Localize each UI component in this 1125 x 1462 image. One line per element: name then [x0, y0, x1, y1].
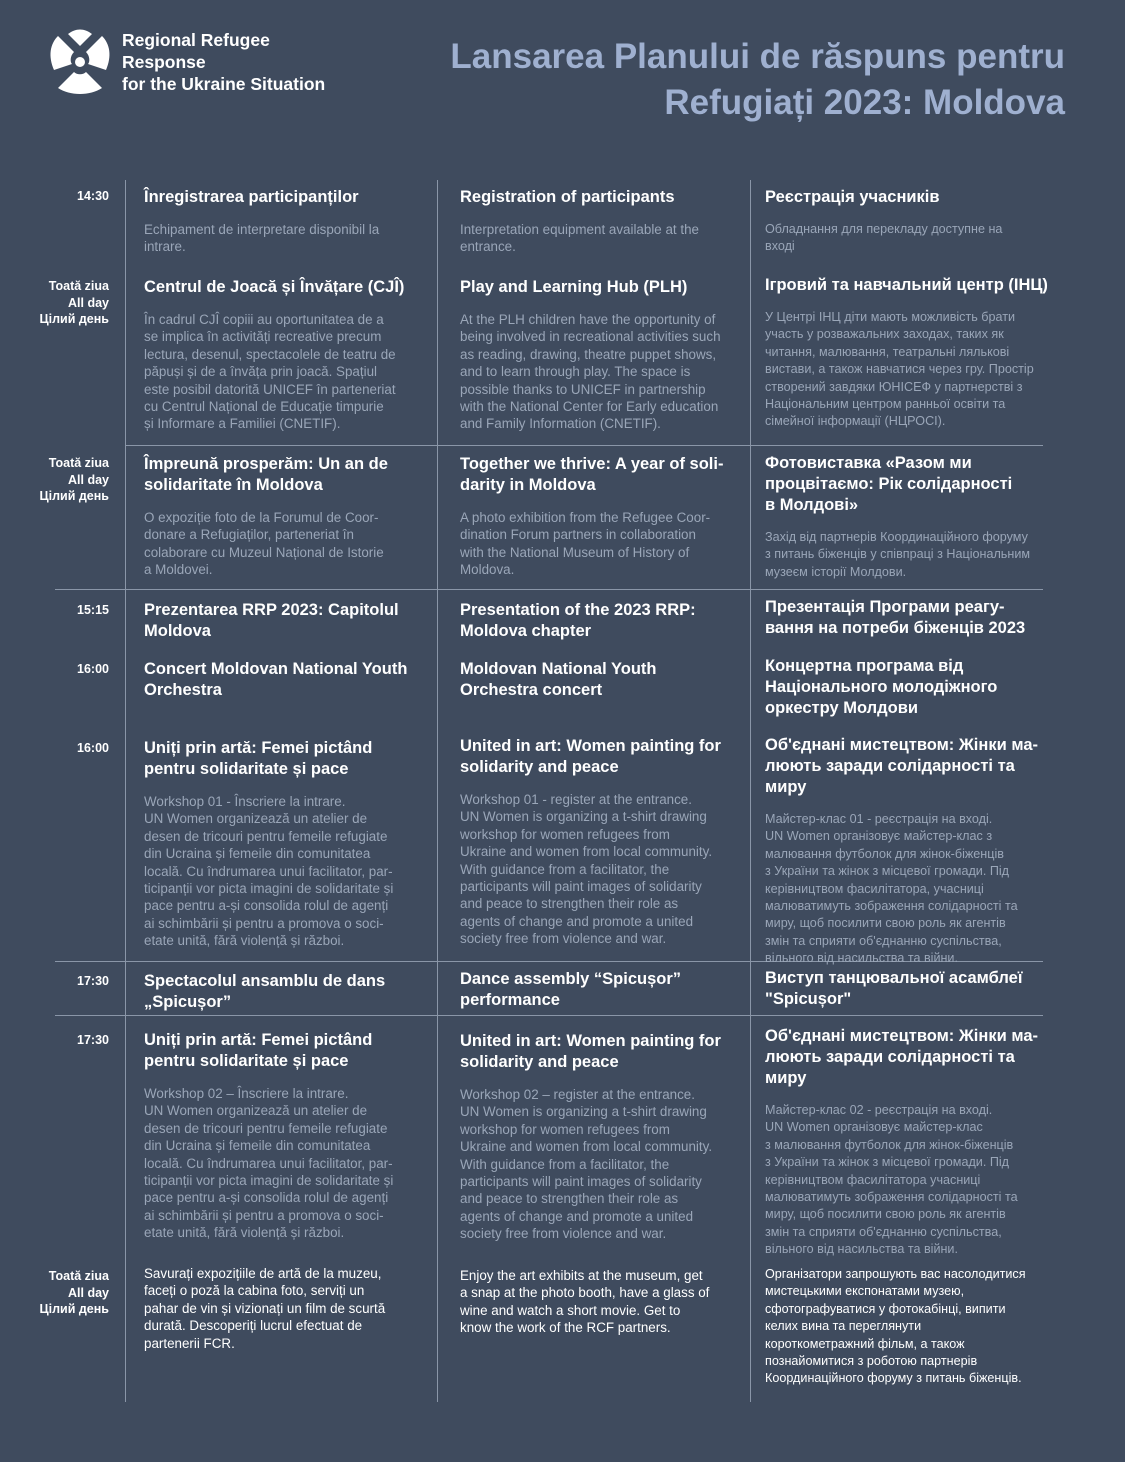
time-label: 16:00 [77, 741, 109, 755]
event-description: Майстер-клас 01 - реєстрація на вході. UN Women організовує майстер-клас з малювання футболок для жінок-біженців з України та жінок з місцевої громади. Під керівництвом фасилітатора, учасниці малюватимуть зображення солідарності та миру, щоб посилити свою роль як агентів змін та сприяти об'єднанню суспільства, вільного від насильства та війни. [765, 812, 1018, 966]
event-title: United in art: Women painting for solidarity and peace [460, 1032, 721, 1071]
event-ro [144, 454, 426, 579]
event-en [460, 1031, 742, 1243]
event-title: Moldovan National Youth Orchestra concert [460, 660, 657, 699]
event-ro [144, 659, 426, 701]
title-line1: Lansarea Planului de răspuns pentru [450, 37, 1065, 76]
event-description: A photo exhibition from the Refugee Coor- dination Forum partners in collaboration with the National Museum of History of Moldova. [460, 510, 711, 578]
event-en [460, 659, 742, 701]
org-name-line1: Regional Refugee Response [122, 30, 270, 72]
event-uk [765, 1026, 1050, 1259]
event-description: Interpretation equipment available at the entrance. [460, 222, 699, 255]
event-title: Об'єднані мистецтвом: Жінки ма- люють заради солідарності та миру [765, 736, 1038, 796]
event-ro [144, 277, 426, 433]
column-divider [437, 180, 438, 1402]
event-title: United in art: Women painting for solidarity and peace [460, 737, 721, 776]
row-divider [55, 589, 1043, 590]
event-uk [765, 1266, 1050, 1388]
event-en [460, 187, 742, 256]
event-description: At the PLH children have the opportunity of being involved in recreational activities such as reading, drawing, theatre puppet shows, and to learn through play. The space is possible thanks to UNICEF in partnership with the National Center for Early education and Family Information (CNETIF). [460, 312, 721, 432]
event-ro [144, 600, 426, 642]
event-title: Play and Learning Hub (PLH) [460, 278, 688, 296]
event-title: Spectacolul ansamblu de dans „Spicușor” [144, 972, 386, 1011]
event-title: Dance assembly “Spicușor” performance [460, 970, 682, 1009]
time-label: 17:30 [77, 974, 109, 988]
time-label: Toată ziua All day Цілий день [39, 1269, 109, 1316]
unhcr-logo-icon [44, 26, 116, 98]
event-description: Workshop 02 – register at the entrance. UN Women is organizing a t-shirt drawing workshop for women refugees from Ukraine and women from local community. With guidance from a facilitator, the participants will paint images of solidarity and peace to strengthen their role as agents of change and promote a united society free from violence and war. [460, 1087, 713, 1242]
event-en [460, 600, 742, 642]
time-label: 16:00 [77, 662, 109, 676]
event-ro [144, 1030, 426, 1242]
event-en [460, 454, 742, 579]
time-label: 17:30 [77, 1033, 109, 1047]
event-en [460, 1267, 742, 1337]
event-description: Workshop 02 – Înscriere la intrare. UN Women organizează un atelier de desen de tricouri pentru femeile refugiate din Ucraina și femeile din comunitatea locală. Cu îndrumarea unui facilitator, par- ticipanții vor picta imagini de solidaritate și pace pentru a-și consolida rolul de agenți ai schimbării și pentru a promova o soci- etate unită, fără violență și război. [144, 1086, 394, 1241]
event-description: Echipament de interpretare disponibil la intrare. [144, 222, 380, 255]
time-label: Toată ziua All day Цілий день [39, 279, 109, 326]
time-label: 15:15 [77, 603, 109, 617]
event-uk [765, 453, 1050, 581]
event-uk [765, 656, 1050, 719]
event-title: Înregistrarea participanților [144, 188, 359, 206]
event-description: У Центрі ІНЦ діти мають можливість брати участь у розважальних заходах, таких як читання, малювання, театральні лялькові вистави, а також навчатися через гру. Простір створений завдяки ЮНІСЕФ у партнерстві з Національним центром ранньої освіти та сімейної інформації (НЦРОСІ). [765, 310, 1034, 429]
event-description: Майстер-клас 02 - реєстрація на вході. UN Women організовує майстер-клас з малювання футболок для жінок-біженців з України та жінок з місцевої громади. Під керівництвом фасилітатора учасниці малюватимуть зображення солідарності та миру, щоб посилити свою роль як агентів змін та сприяти об'єднанню суспільства, вільного від насильства та війни. [765, 1103, 1018, 1257]
event-en [460, 277, 742, 433]
event-description: Workshop 01 - register at the entrance. UN Women is organizing a t-shirt drawing workshop for women refugees from Ukraine and women from local community. With guidance from a facilitator, the participants will paint images of solidarity and peace to strengthen their role as agents of change and promote a united society free from violence and war. [460, 792, 713, 947]
event-text: Enjoy the art exhibits at the museum, get a snap at the photo booth, have a glass of wine and watch a short movie. Get to know the work of the RCF partners. [460, 1268, 710, 1336]
event-uk [765, 597, 1050, 639]
event-title: Centrul de Joacă și Învățare (CJÎ) [144, 278, 405, 296]
column-divider [750, 180, 751, 1402]
rrp-logo [44, 26, 344, 98]
event-title: Concert Moldovan National Youth Orchestra [144, 660, 408, 699]
event-uk [765, 187, 1050, 256]
event-title: Об'єднані мистецтвом: Жінки ма- люють заради солідарності та миру [765, 1027, 1038, 1087]
event-ro [144, 971, 426, 1013]
event-title: Uniți prin artă: Femei pictând pentru solidaritate și pace [144, 1031, 373, 1070]
event-text: Savurați expozițiile de artă de la muzeu, faceți o poză la cabina foto, serviți un pahar de vin și vizionați un film de scurtă durată. Descoperiți lucrul efectuat de partenerii FCR. [144, 1266, 386, 1351]
title-line2: Refugiați 2023: Moldova [664, 83, 1065, 122]
event-en [460, 969, 742, 1011]
event-title: Împreună prosperăm: Un an de solidaritate în Moldova [144, 455, 388, 494]
event-ro [144, 187, 426, 256]
event-text: Організатори запрошують вас насолодитися мистецькими експонатами музею, сфотографуватися у фотокабінці, випити келих вина та переглянути короткометражний фільм, а також познайомитися з роботою партнерів Координаційного форуму з питань біженців. [765, 1267, 1026, 1386]
event-ro [144, 1265, 426, 1352]
time-label: 14:30 [77, 189, 109, 203]
page-title [385, 34, 1065, 126]
event-title: Registration of participants [460, 188, 675, 206]
event-title: Реєстрація учасників [765, 188, 940, 206]
event-title: Виступ танцювальної асамблеї "Spicușor" [765, 969, 1023, 1008]
org-name-line2: for the Ukraine Situation [122, 74, 326, 94]
event-description: În cadrul CJÎ copiii au oportunitatea de a se implica în activități recreative precum lectura, desenul, spectacolele de teatru de păpuși și de a învăța prin joacă. Spațiul este posibil datorită UNICEF în parteneriat cu Centrul Național de Educație timpurie și Informare a Familiei (CNETIF). [144, 312, 396, 432]
event-uk [765, 275, 1050, 431]
event-uk [765, 968, 1050, 1010]
event-title: Presentation of the 2023 RRP: Moldova chapter [460, 601, 696, 640]
event-description: Захід від партнерів Координаційного форуму з питань біженців у співпраці з Національним музеєм історії Молдови. [765, 530, 1031, 579]
event-title: Prezentarea RRP 2023: Capitolul Moldova [144, 601, 399, 640]
event-title: Together we thrive: A year of soli- darity in Moldova [460, 455, 724, 494]
event-description: O expoziție foto de la Forumul de Coor- donare a Refugiaților, parteneriat în colaborare cu Muzeul Național de Istorie a Moldovei. [144, 510, 384, 578]
column-divider [125, 180, 126, 1402]
event-title: Концертна програма від Національного молодіжного оркестру Молдови [765, 657, 998, 717]
event-title: Uniți prin artă: Femei pictând pentru solidaritate și pace [144, 739, 373, 778]
row-divider [125, 445, 1043, 446]
event-title: Презентація Програми реагу- вання на потреби біженців 2023 [765, 598, 1026, 637]
event-title: Фотовиставка «Разом ми процвітаємо: Рік солідарності в Молдові» [765, 454, 1013, 514]
event-ro [144, 738, 426, 950]
event-title: Ігровий та навчальний центр (ІНЦ) [765, 276, 1048, 294]
event-uk [765, 735, 1050, 968]
event-en [460, 736, 742, 948]
event-description: Workshop 01 - Înscriere la intrare. UN Women organizează un atelier de desen de tricouri pentru femeile refugiate din Ucraina și femeile din comunitatea locală. Cu îndrumarea unui facilitator, par- ticipanții vor picta imagini de solidaritate și pace pentru a-și consolida rolul de agenți ai schimbării și pentru a promova o soci- etate unită, fără violență și război. [144, 794, 394, 949]
event-description: Обладнання для перекладу доступне на вході [765, 222, 1003, 254]
time-label: Toată ziua All day Цілий день [39, 456, 109, 503]
row-divider [55, 1015, 1043, 1016]
